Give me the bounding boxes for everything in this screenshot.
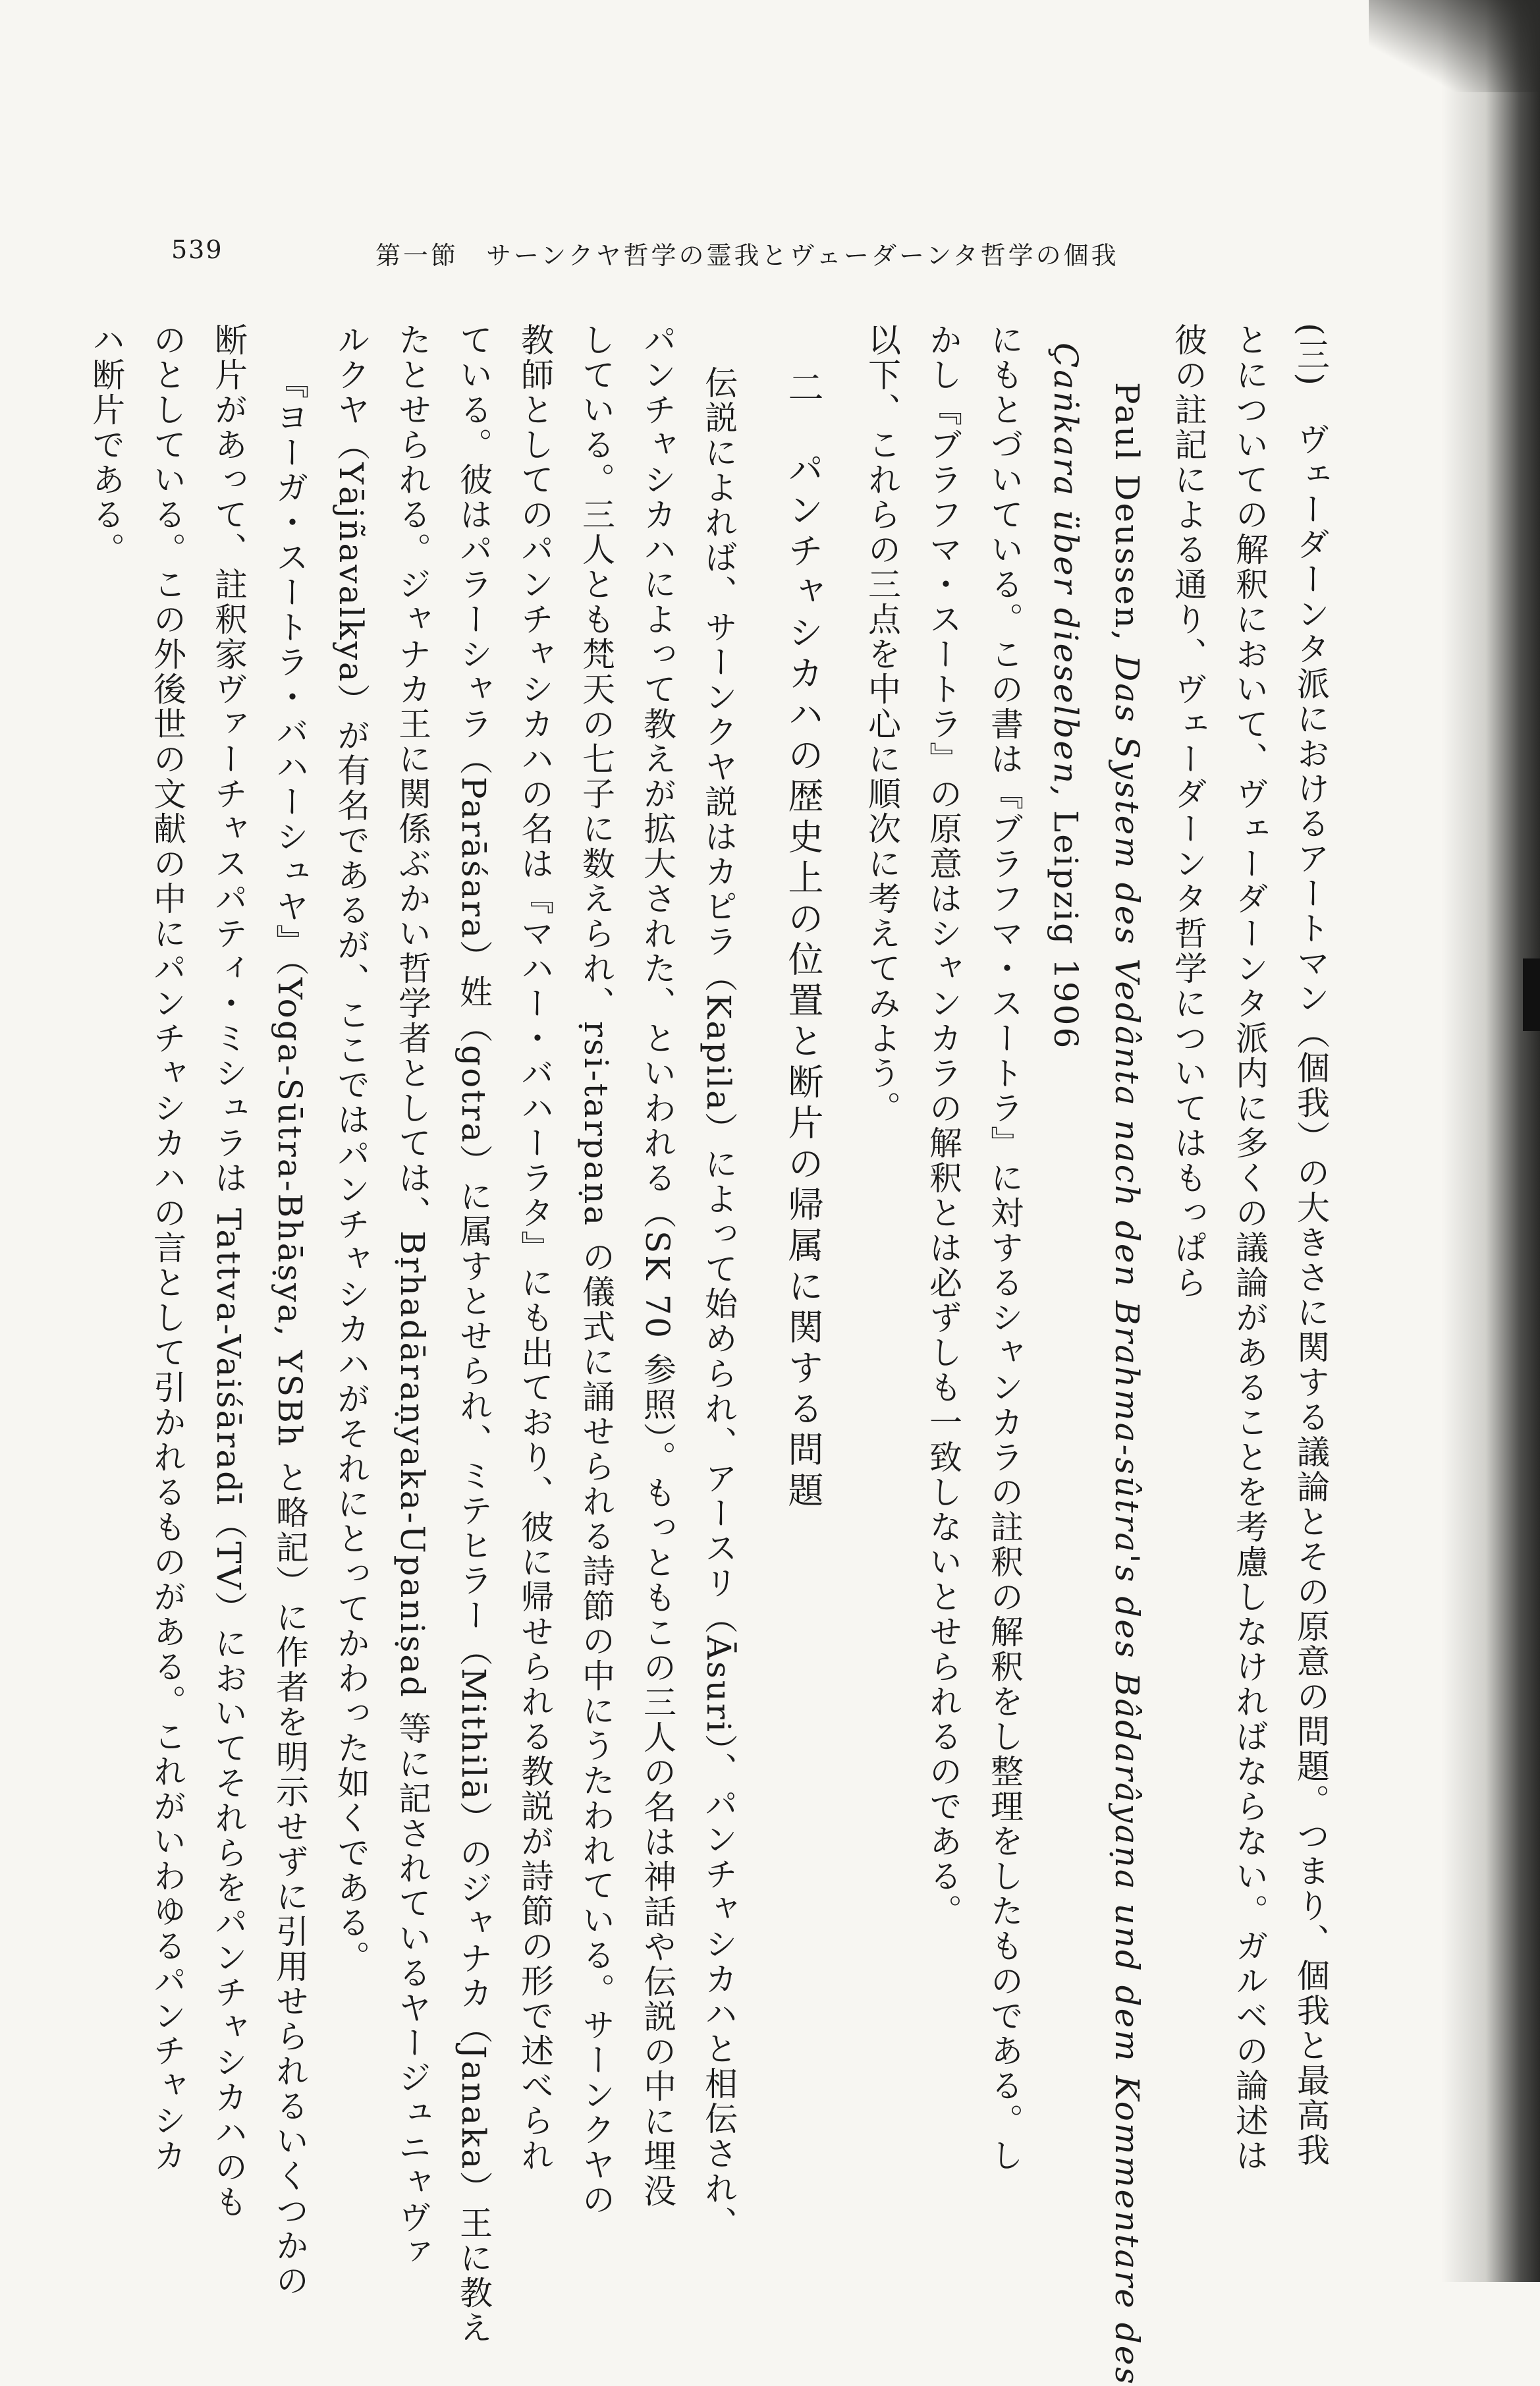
body-line-1: 伝説によれば、サーンクヤ説はカピラ（Kapila）によって始められ、アースリ（Āsuri）、パンチャシカハと相伝され、 xyxy=(700,366,738,2241)
upper-line-8: 以下、これらの三点を中心に順次に考えてみよう。 xyxy=(863,323,901,1126)
upper-line-1: (三) ヴェーダーンタ派におけるアートマン（個我）の大きさに関する議論とその原意の問題。つまり、個我と最高我 xyxy=(1292,323,1330,2169)
upper-line-2: とについての解釈において、ヴェーダーンタ派内に多くの議論があることを考慮しなければならない。ガルベの論述は xyxy=(1230,323,1269,2173)
body-line-8: 『ヨーガ・スートラ・バハーシュヤ』（Yoga-Sūtra-Bhāṣya, YSBh と略記）に作者を明示せずに引用せられるいくつかの xyxy=(271,366,309,2298)
upper-line-6: にもとづいている。この書は『ブラフマ・スートラ』に対するシャンカラの註釈の解釈をし整理をしたものである。し xyxy=(985,323,1024,2173)
upper-line-7: かし『ブラフマ・スートラ』の原意はシャンカラの解釈とは必ずしも一致しないとせられるのである。 xyxy=(924,323,962,1929)
running-header xyxy=(112,100,1429,270)
body-line-7: ルクヤ（Yājñavalkya）が有名であるが、ここではパンチャシカハがそれにとってかわった如くである。 xyxy=(332,323,370,1976)
page-number: 539 xyxy=(171,235,223,264)
citation-place-year: Leipzig 1906 xyxy=(1047,810,1085,1051)
body-line-5: ている。彼はパラーシャラ（Parāśara）姓（gotra）に属すとせられ、ミテヒラー（Mithilā）のジャナカ（Janaka）王に教え xyxy=(454,323,493,2346)
body-line-3: している。三人とも梵天の七子に数えられ、ṛsi-tarpaṇa の儀式に誦せられる詩節の中にうたわれている。サーンクヤの xyxy=(577,323,615,2217)
citation-title-cont: Çaṅkara über dieselben, xyxy=(1047,343,1085,798)
section-heading: 二 パンチャシカハの歴史上の位置と断片の帰属に関する問題 xyxy=(783,369,824,1512)
running-title: 第一節 サーンクヤ哲学の霊我とヴェーダーンタ哲学の個我 xyxy=(375,241,1119,270)
citation-author: Paul Deussen, xyxy=(1108,382,1146,643)
body-line-4: 教師としてのパンチャシカハの名は『マハー・バハーラタ』にも出ており、彼に帰せられる教説が詩節の形で述べられ xyxy=(516,323,554,2173)
citation-title: Das System des Vedânta nach den Brahma-sûtra's des Bâdarâyaṇa und dem Kommentare des xyxy=(1108,655,1146,2386)
upper-line-5 xyxy=(1035,343,1097,2088)
body-line-11: ハ断片である。 xyxy=(87,323,125,567)
upper-line-4 xyxy=(1096,382,1158,2386)
body-line-6: たとせられる。ジャナカ王に関係ぶかい哲学者としては、Bṛhadāraṇyaka-Upaniṣad 等に記されているヤージュニャヴァ xyxy=(393,323,431,2270)
page-edge-shadow xyxy=(1441,0,1540,2282)
page-corner-shadow xyxy=(1369,0,1540,92)
page-edge-tab xyxy=(1523,958,1540,1031)
body-line-9: 断片があって、註釈家ヴァーチャスパティ・ミシュラは Tattva-Vaiśāradī（TV）においてそれらをパンチャシカハのも xyxy=(209,323,248,2220)
body-line-10: のとしている。この外後世の文献の中にパンチャシカハの言として引かれるものがある。これがいわゆるパンチャシカ xyxy=(148,323,186,2173)
upper-line-3: 彼の註記による通り、ヴェーダーンタ哲学についてはもっぱら xyxy=(1169,323,1207,1300)
body-line-2: パンチャシカハによって教えが拡大された、といわれる（SK 70 参照）。もっともこの三人の名は神話や伝説の中に埋没 xyxy=(638,323,676,2209)
